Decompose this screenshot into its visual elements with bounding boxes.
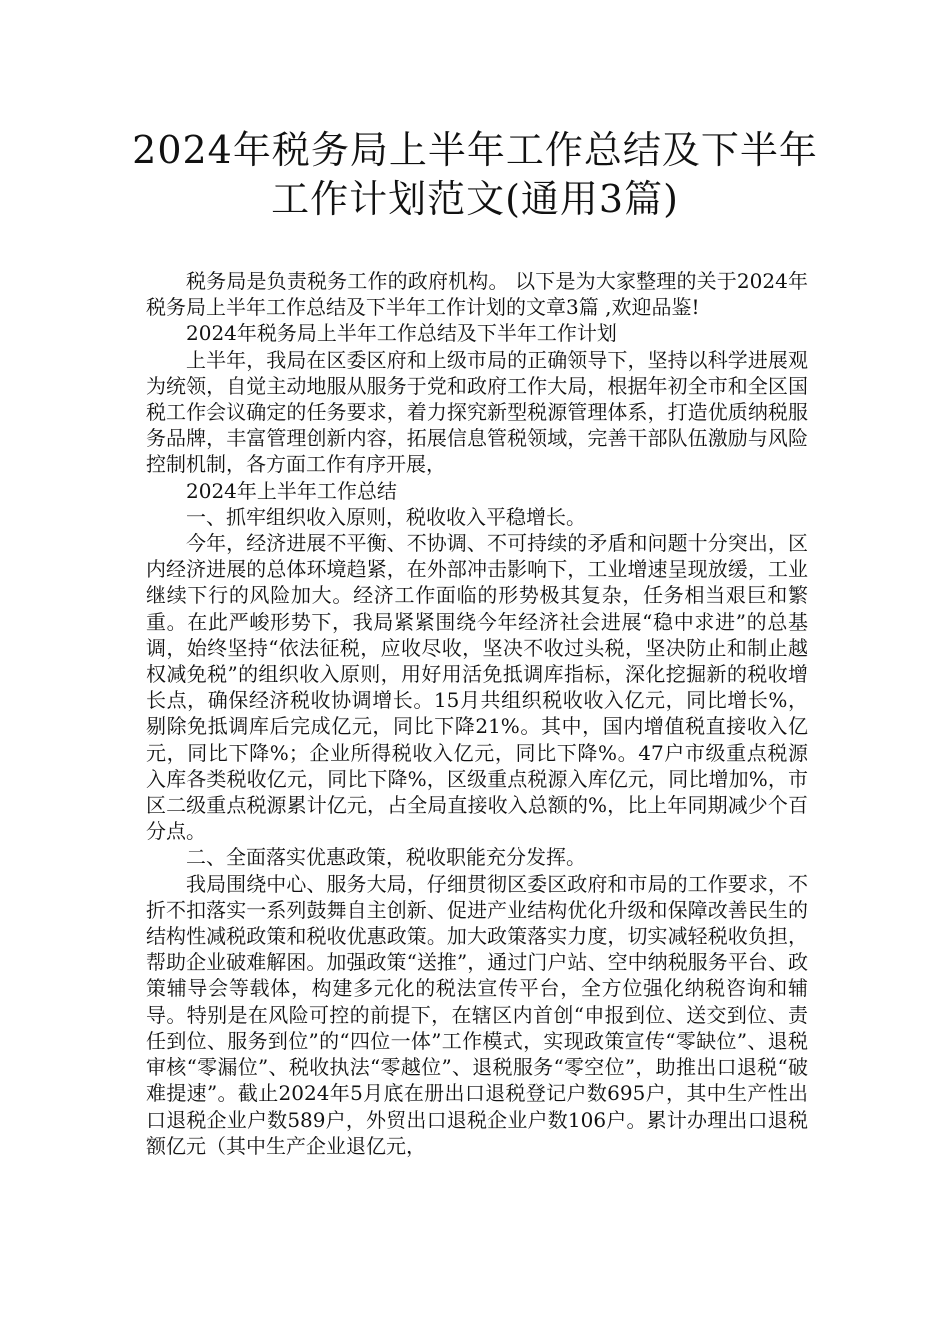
- body-paragraph: 我局围绕中心、服务大局，仔细贯彻区委区政府和市局的工作要求，不折不扣落实一系列鼓舞自主创新、促进产业结构优化升级和保障改善民生的结构性减税政策和税收优惠政策。加大政策落实力度，切实减轻税收负担，帮助企业破难解困。加强政策“送推”，通过门户站、空中纳税服务平台、政策辅导会等载体，构建多元化的税法宣传平台，全方位强化纳税咨询和辅导。特别是在风险可控的前提下，在辖区内首创“申报到位、送交到位、责任到位、服务到位”的“四位一体”工作模式，实现政策宣传“零缺位”、退税审核“零漏位”、税收执法“零越位”、退税服务“零空位”，助推出口退税“破难提速”。截止2024年5月底在册出口退税登记户数695户，其中生产性出口退税企业户数589户，外贸出口退税企业户数106户。累计办理出口退税额亿元（其中生产企业退亿元，: [146, 871, 808, 1158]
- article-heading: 2024年税务局上半年工作总结及下半年工作计划: [186, 321, 617, 346]
- section-heading: 2024年上半年工作总结: [186, 478, 397, 503]
- subsection-heading-1: 一、抓牢组织收入原则，税收收入平稳增长。: [186, 504, 586, 529]
- subsection-heading-2: 二、全面落实优惠政策，税收职能充分发挥。: [186, 845, 586, 870]
- document-body: [146, 268, 808, 1159]
- body-paragraph: 上半年，我局在区委区府和上级市局的正确领导下，坚持以科学进展观为统领，自觉主动地服从服务于党和政府工作大局，根据年初全市和全区国税工作会议确定的任务要求，着力探究新型税源管理体系，打造优质纳税服务品牌，丰富管理创新内容，拓展信息管税领域，完善干部队伍激励与风险控制机制，各方面工作有序开展，: [146, 347, 808, 477]
- body-paragraph: 今年，经济进展不平衡、不协调、不可持续的矛盾和问题十分突出，区内经济进展的总体环境趋紧，在外部冲击影响下，工业增速呈现放缓，工业继续下行的风险加大。经济工作面临的形势极其复杂，任务相当艰巨和繁重。在此严峻形势下，我局紧紧围绕今年经济社会进展“稳中求进”的总基调，始终坚持“依法征税，应收尽收，坚决不收过头税，坚决防止和制止越权减免税”的组织收入原则，用好用活免抵调库指标，深化挖掘新的税收增长点，确保经济税收协调增长。15月共组织税收收入亿元，同比增长%，剔除免抵调库后完成亿元，同比下降21%。其中，国内增值税直接收入亿元，同比下降%；企业所得税收入亿元，同比下降%。47户市级重点税源入库各类税收亿元，同比下降%，区级重点税源入库亿元，同比增加%，市区二级重点税源累计亿元，占全局直接收入总额的%，比上年同期减少个百分点。: [146, 531, 808, 844]
- document-title: 2024年税务局上半年工作总结及下半年工作计划范文(通用3篇): [132, 128, 818, 221]
- intro-paragraph: 税务局是负责税务工作的政府机构。 以下是为大家整理的关于2024年税务局上半年工作总结及下半年工作计划的文章3篇 ,欢迎品鉴!: [146, 269, 808, 320]
